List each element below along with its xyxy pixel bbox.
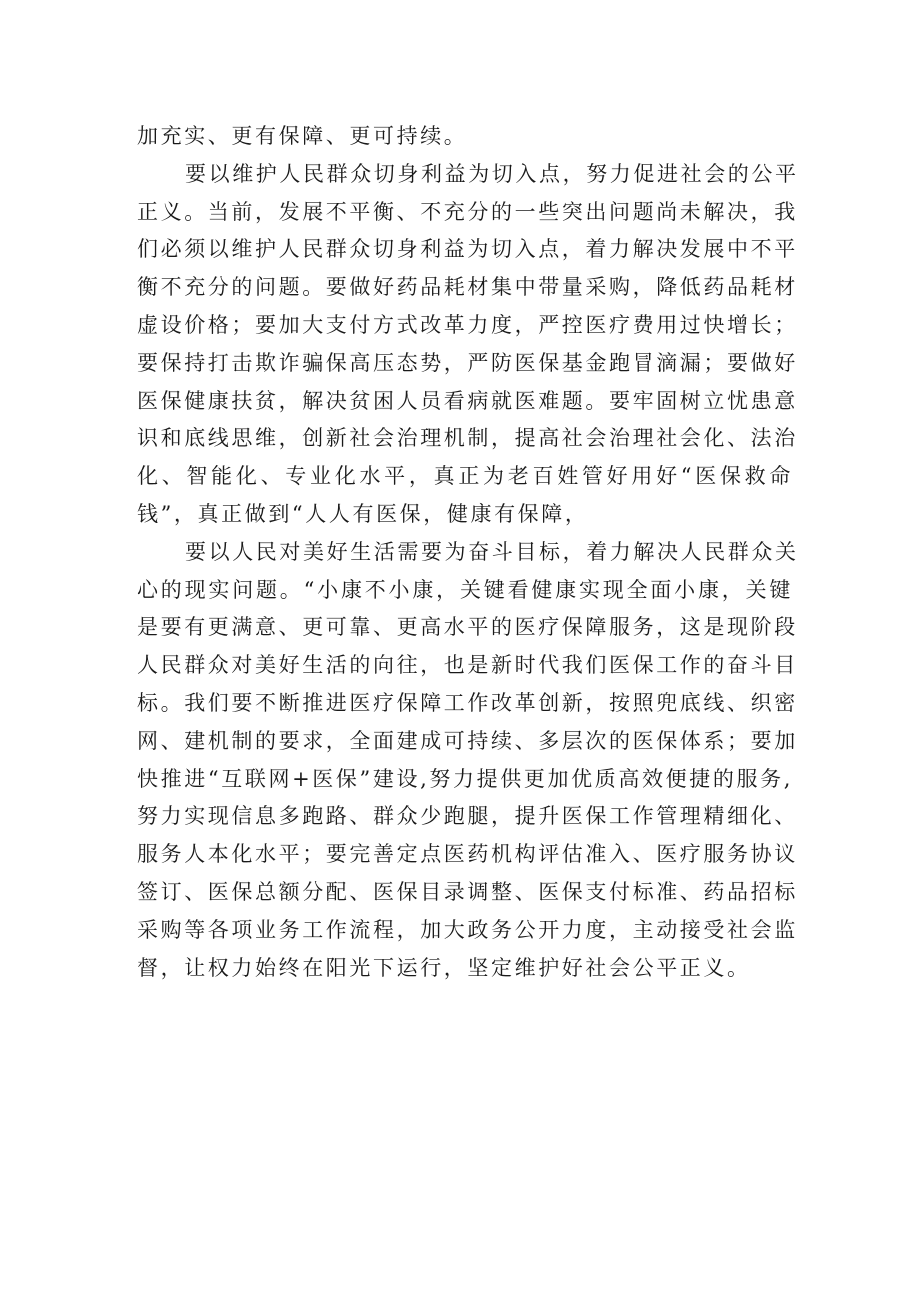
text-line: 们必须以维护人民群众切身利益为切入点，着力解决发展中不平	[137, 237, 798, 262]
document-body	[137, 118, 799, 987]
text-line: 快推进“互联网+医保”建设,努力提供更加优质高效便捷的服务,	[137, 766, 793, 791]
text-line: 签订、医保总额分配、医保目录调整、医保支付标准、药品招标	[137, 879, 798, 904]
paragraph	[137, 118, 793, 156]
text-line: 努力实现信息多跑路、群众少跑腿，提升医保工作管理精细化、	[137, 804, 798, 829]
text-line: 钱”，真正做到“人人有医保，健康有保障，	[137, 501, 589, 526]
text-line: 标。我们要不断推进医疗保障工作改革创新，按照兜底线、织密	[137, 690, 798, 715]
text-line: 要以人民对美好生活需要为奋斗目标，着力解决人民群众关	[185, 539, 799, 564]
text-line: 服务人本化水平；要完善定点医药机构评估准入、医疗服务协议	[137, 842, 798, 867]
text-line: 网、建机制的要求，全面建成可持续、多层次的医保体系；要加	[137, 728, 798, 753]
text-line: 正义。当前，发展不平衡、不充分的一些突出问题尚未解决，我	[137, 199, 798, 224]
text-line: 督，让权力始终在阳光下运行，坚定维护好社会公平正义。	[137, 955, 751, 980]
text-line: 识和底线思维，创新社会治理机制，提高社会治理社会化、法治	[137, 426, 798, 451]
text-line: 人民群众对美好生活的向往，也是新时代我们医保工作的奋斗目	[137, 653, 798, 678]
text-line: 医保健康扶贫，解决贫困人员看病就医难题。要牢固树立忧患意	[137, 388, 798, 413]
text-line: 是要有更满意、更可靠、更高水平的医疗保障服务，这是现阶段	[137, 615, 798, 640]
text-line: 采购等各项业务工作流程，加大政务公开力度，主动接受社会监	[137, 917, 798, 942]
text-line: 衡不充分的问题。要做好药品耗材集中带量采购，降低药品耗材	[137, 275, 798, 300]
paragraph	[137, 534, 799, 988]
text-line: 虚设价格；要加大支付方式改革力度，严控医疗费用过快增长；	[137, 312, 798, 337]
text-line: 要以维护人民群众切身利益为切入点，努力促进社会的公平	[185, 161, 799, 186]
text-line: 心的现实问题。“小康不小康，关键看健康实现全面小康，关键	[137, 577, 793, 602]
text-line: 化、智能化、专业化水平，真正为老百姓管好用好“医保救命	[137, 464, 793, 489]
text-line: 加充实、更有保障、更可持续。	[137, 124, 468, 148]
text-line: 要保持打击欺诈骗保高压态势，严防医保基金跑冒滴漏；要做好	[137, 350, 798, 375]
paragraph	[137, 156, 799, 534]
